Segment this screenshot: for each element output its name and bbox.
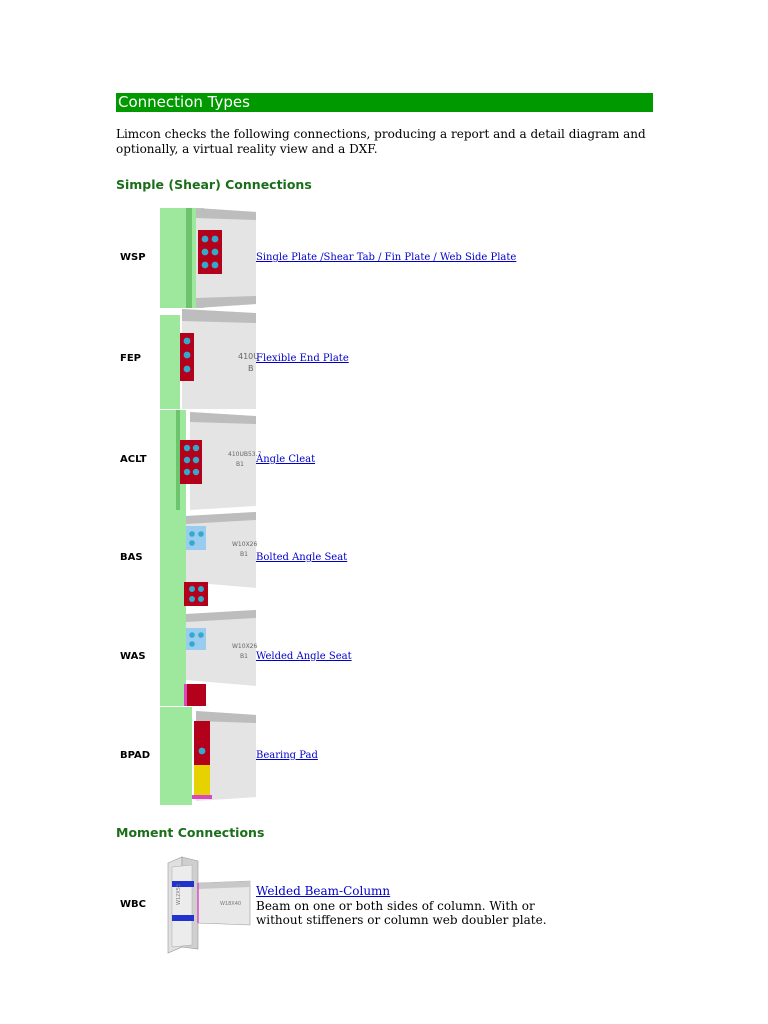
svg-text:W12X53: W12X53 (176, 883, 182, 905)
connection-code: WAS (120, 651, 146, 662)
link-welded-angle-seat[interactable]: Welded Angle Seat (256, 651, 352, 662)
connection-code: WSP (120, 252, 146, 263)
connection-code: FEP (120, 353, 141, 364)
svg-text:B1: B1 (236, 461, 244, 468)
link-angle-cleat[interactable]: Angle Cleat (256, 454, 316, 465)
connection-code: ACLT (120, 454, 147, 465)
connection-row-was (116, 608, 676, 706)
section-heading-simple: Simple (Shear) Connections (116, 177, 312, 192)
link-flexible-end-plate[interactable]: Flexible End Plate (256, 353, 349, 364)
connection-code: BPAD (120, 750, 151, 761)
intro-text: Limcon checks the following connections, producing a report and a detail diagram and optionally, a virtual reality view and a DXF. (116, 127, 646, 156)
was-thumbnail (160, 608, 256, 706)
svg-text:W18X40: W18X40 (220, 901, 242, 907)
wbc-description: Beam on one or both sides of column. With or without stiffeners or column web doubler plate. (256, 899, 547, 927)
connection-row-wsp (116, 208, 676, 308)
svg-text:410U: 410U (238, 352, 260, 361)
connection-row-aclt (116, 410, 676, 510)
bpad-thumbnail (160, 707, 256, 805)
link-bolted-angle-seat[interactable]: Bolted Angle Seat (256, 552, 348, 563)
aclt-thumbnail (160, 410, 262, 510)
fep-thumbnail (160, 309, 260, 409)
wsp-thumbnail (160, 208, 256, 308)
svg-text:W10X26: W10X26 (232, 643, 258, 650)
connection-row-fep (116, 309, 676, 409)
link-welded-beam-column[interactable]: Welded Beam-Column (256, 884, 391, 898)
page-title: Connection Types (116, 93, 653, 112)
connection-row-bas (116, 510, 676, 608)
connection-code: BAS (120, 552, 143, 563)
wbc-thumbnail (164, 855, 260, 955)
svg-text:410UB53.7: 410UB53.7 (228, 451, 262, 458)
svg-text:W10X26: W10X26 (232, 541, 258, 548)
svg-text:B1: B1 (240, 653, 248, 660)
bas-thumbnail (160, 510, 256, 608)
link-single-plate[interactable]: Single Plate /Shear Tab / Fin Plate / Web Side Plate (256, 252, 517, 263)
svg-text:B1: B1 (240, 551, 248, 558)
section-heading-moment: Moment Connections (116, 825, 265, 840)
connection-row-wbc (116, 855, 676, 955)
connection-code: WBC (120, 899, 146, 910)
link-bearing-pad[interactable]: Bearing Pad (256, 750, 318, 761)
svg-text:B: B (248, 364, 254, 373)
connection-row-bpad (116, 707, 676, 805)
